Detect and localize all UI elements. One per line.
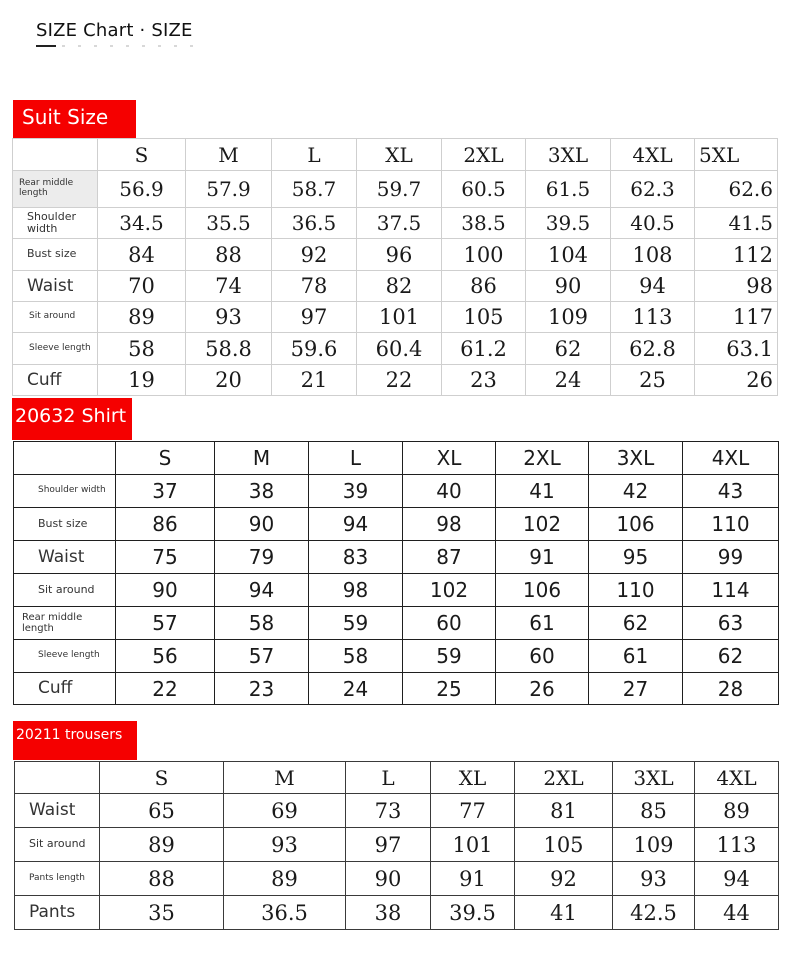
- value-cell: 58.7: [272, 171, 357, 208]
- value-cell: 56.9: [98, 171, 186, 208]
- value-cell: 101: [431, 828, 515, 862]
- value-cell: 38.5: [442, 208, 526, 239]
- row-label: Shoulder width: [13, 208, 98, 239]
- value-cell: 62: [683, 640, 779, 673]
- value-cell: 69: [224, 794, 346, 828]
- value-cell: 97: [346, 828, 431, 862]
- value-cell: 82: [357, 271, 442, 302]
- value-cell: 58: [215, 607, 309, 640]
- row-label: Waist: [15, 794, 100, 828]
- suit-header-row: [13, 139, 778, 171]
- size-header: 2XL: [515, 762, 613, 794]
- row-label: Sit around: [13, 302, 98, 333]
- value-cell: 102: [403, 574, 496, 607]
- size-header: M: [215, 442, 309, 475]
- value-cell: 61: [496, 607, 589, 640]
- corner-cell: [13, 139, 98, 171]
- table-row: [13, 208, 778, 239]
- value-cell: 19: [98, 365, 186, 396]
- value-cell: 62.6: [695, 171, 778, 208]
- value-cell: 44: [695, 896, 779, 930]
- suit-size-tag: Suit Size: [13, 100, 136, 138]
- value-cell: 43: [683, 475, 779, 508]
- value-cell: 25: [403, 673, 496, 705]
- value-cell: 81: [515, 794, 613, 828]
- value-cell: 70: [98, 271, 186, 302]
- value-cell: 79: [215, 541, 309, 574]
- value-cell: 117: [695, 302, 778, 333]
- row-label: Shoulder width: [14, 475, 116, 508]
- value-cell: 58: [309, 640, 403, 673]
- size-header: XL: [403, 442, 496, 475]
- value-cell: 89: [98, 302, 186, 333]
- size-header: M: [186, 139, 272, 171]
- row-label: Rear middle length: [13, 171, 98, 208]
- value-cell: 37.5: [357, 208, 442, 239]
- row-label: Sleeve length: [14, 640, 116, 673]
- value-cell: 38: [215, 475, 309, 508]
- value-cell: 34.5: [98, 208, 186, 239]
- row-label: Sit around: [14, 574, 116, 607]
- value-cell: 57: [215, 640, 309, 673]
- size-header: 4XL: [611, 139, 695, 171]
- table-row: [14, 475, 779, 508]
- value-cell: 41: [496, 475, 589, 508]
- size-header: XL: [431, 762, 515, 794]
- value-cell: 63.1: [695, 333, 778, 365]
- value-cell: 75: [116, 541, 215, 574]
- value-cell: 58.8: [186, 333, 272, 365]
- value-cell: 105: [515, 828, 613, 862]
- value-cell: 39.5: [526, 208, 611, 239]
- value-cell: 37: [116, 475, 215, 508]
- value-cell: 83: [309, 541, 403, 574]
- value-cell: 59: [403, 640, 496, 673]
- value-cell: 93: [613, 862, 695, 896]
- value-cell: 89: [100, 828, 224, 862]
- size-header: L: [309, 442, 403, 475]
- value-cell: 78: [272, 271, 357, 302]
- value-cell: 21: [272, 365, 357, 396]
- value-cell: 112: [695, 239, 778, 271]
- value-cell: 63: [683, 607, 779, 640]
- shirt-size-tag: 20632 Shirt: [12, 398, 132, 440]
- value-cell: 60.5: [442, 171, 526, 208]
- size-header: 4XL: [683, 442, 779, 475]
- value-cell: 98: [403, 508, 496, 541]
- value-cell: 28: [683, 673, 779, 705]
- size-header: 2XL: [442, 139, 526, 171]
- value-cell: 97: [272, 302, 357, 333]
- size-header: 4XL: [695, 762, 779, 794]
- value-cell: 40: [403, 475, 496, 508]
- value-cell: 94: [215, 574, 309, 607]
- row-label: Cuff: [13, 365, 98, 396]
- value-cell: 62.3: [611, 171, 695, 208]
- value-cell: 105: [442, 302, 526, 333]
- value-cell: 89: [224, 862, 346, 896]
- row-label: Waist: [14, 541, 116, 574]
- value-cell: 100: [442, 239, 526, 271]
- size-header: L: [272, 139, 357, 171]
- value-cell: 60: [403, 607, 496, 640]
- value-cell: 96: [357, 239, 442, 271]
- trousers-size-table: [14, 761, 779, 930]
- size-header: M: [224, 762, 346, 794]
- row-label: Bust size: [13, 239, 98, 271]
- value-cell: 59: [309, 607, 403, 640]
- value-cell: 106: [496, 574, 589, 607]
- value-cell: 26: [695, 365, 778, 396]
- size-header: L: [346, 762, 431, 794]
- value-cell: 65: [100, 794, 224, 828]
- value-cell: 86: [116, 508, 215, 541]
- value-cell: 36.5: [272, 208, 357, 239]
- value-cell: 101: [357, 302, 442, 333]
- value-cell: 89: [695, 794, 779, 828]
- value-cell: 93: [186, 302, 272, 333]
- value-cell: 20: [186, 365, 272, 396]
- page-title: SIZE Chart · SIZE: [36, 20, 193, 41]
- size-header: 3XL: [526, 139, 611, 171]
- shirt-size-table: [13, 441, 779, 705]
- value-cell: 61.2: [442, 333, 526, 365]
- value-cell: 36.5: [224, 896, 346, 930]
- value-cell: 94: [611, 271, 695, 302]
- value-cell: 90: [526, 271, 611, 302]
- size-header: 3XL: [613, 762, 695, 794]
- size-header: 5XL: [695, 139, 778, 171]
- value-cell: 35: [100, 896, 224, 930]
- value-cell: 40.5: [611, 208, 695, 239]
- value-cell: 110: [589, 574, 683, 607]
- trousers-header-row: [15, 762, 779, 794]
- value-cell: 42: [589, 475, 683, 508]
- row-label: Bust size: [14, 508, 116, 541]
- value-cell: 98: [695, 271, 778, 302]
- value-cell: 104: [526, 239, 611, 271]
- value-cell: 61: [589, 640, 683, 673]
- value-cell: 94: [695, 862, 779, 896]
- value-cell: 41.5: [695, 208, 778, 239]
- title-decoration: [62, 45, 202, 47]
- value-cell: 92: [272, 239, 357, 271]
- value-cell: 109: [613, 828, 695, 862]
- value-cell: 85: [613, 794, 695, 828]
- value-cell: 109: [526, 302, 611, 333]
- table-row: [15, 828, 779, 862]
- value-cell: 110: [683, 508, 779, 541]
- value-cell: 22: [116, 673, 215, 705]
- table-row: [13, 302, 778, 333]
- size-header: S: [100, 762, 224, 794]
- table-row: [14, 673, 779, 705]
- table-row: [13, 271, 778, 302]
- value-cell: 23: [442, 365, 526, 396]
- value-cell: 56: [116, 640, 215, 673]
- value-cell: 90: [346, 862, 431, 896]
- value-cell: 57: [116, 607, 215, 640]
- value-cell: 93: [224, 828, 346, 862]
- value-cell: 108: [611, 239, 695, 271]
- value-cell: 41: [515, 896, 613, 930]
- value-cell: 106: [589, 508, 683, 541]
- value-cell: 84: [98, 239, 186, 271]
- value-cell: 60: [496, 640, 589, 673]
- table-row: [15, 862, 779, 896]
- value-cell: 62: [589, 607, 683, 640]
- title-underline: [36, 45, 56, 47]
- value-cell: 59.6: [272, 333, 357, 365]
- value-cell: 91: [431, 862, 515, 896]
- value-cell: 90: [116, 574, 215, 607]
- table-row: [13, 365, 778, 396]
- table-row: [13, 333, 778, 365]
- value-cell: 35.5: [186, 208, 272, 239]
- suit-size-table: [12, 138, 778, 396]
- value-cell: 39.5: [431, 896, 515, 930]
- table-row: [14, 541, 779, 574]
- value-cell: 113: [611, 302, 695, 333]
- value-cell: 102: [496, 508, 589, 541]
- row-label: Pants length: [15, 862, 100, 896]
- size-header: XL: [357, 139, 442, 171]
- value-cell: 113: [695, 828, 779, 862]
- value-cell: 42.5: [613, 896, 695, 930]
- value-cell: 24: [309, 673, 403, 705]
- value-cell: 88: [186, 239, 272, 271]
- value-cell: 60.4: [357, 333, 442, 365]
- value-cell: 61.5: [526, 171, 611, 208]
- value-cell: 91: [496, 541, 589, 574]
- table-row: [13, 171, 778, 208]
- row-label: Sit around: [15, 828, 100, 862]
- trousers-size-tag: 20211 trousers: [13, 721, 137, 760]
- corner-cell: [15, 762, 100, 794]
- value-cell: 95: [589, 541, 683, 574]
- value-cell: 62: [526, 333, 611, 365]
- value-cell: 39: [309, 475, 403, 508]
- size-header: S: [116, 442, 215, 475]
- value-cell: 73: [346, 794, 431, 828]
- value-cell: 23: [215, 673, 309, 705]
- value-cell: 90: [215, 508, 309, 541]
- value-cell: 74: [186, 271, 272, 302]
- row-label: Rear middle length: [14, 607, 116, 640]
- value-cell: 57.9: [186, 171, 272, 208]
- value-cell: 87: [403, 541, 496, 574]
- value-cell: 94: [309, 508, 403, 541]
- table-row: [14, 640, 779, 673]
- value-cell: 27: [589, 673, 683, 705]
- row-label: Waist: [13, 271, 98, 302]
- value-cell: 59.7: [357, 171, 442, 208]
- value-cell: 86: [442, 271, 526, 302]
- value-cell: 88: [100, 862, 224, 896]
- value-cell: 92: [515, 862, 613, 896]
- size-header: 3XL: [589, 442, 683, 475]
- value-cell: 25: [611, 365, 695, 396]
- size-header: S: [98, 139, 186, 171]
- value-cell: 62.8: [611, 333, 695, 365]
- row-label: Cuff: [14, 673, 116, 705]
- value-cell: 58: [98, 333, 186, 365]
- value-cell: 38: [346, 896, 431, 930]
- value-cell: 26: [496, 673, 589, 705]
- value-cell: 98: [309, 574, 403, 607]
- value-cell: 77: [431, 794, 515, 828]
- row-label: Pants: [15, 896, 100, 930]
- value-cell: 22: [357, 365, 442, 396]
- table-row: [14, 607, 779, 640]
- table-row: [13, 239, 778, 271]
- table-row: [14, 574, 779, 607]
- table-row: [15, 794, 779, 828]
- row-label: Sleeve length: [13, 333, 98, 365]
- value-cell: 99: [683, 541, 779, 574]
- size-header: 2XL: [496, 442, 589, 475]
- shirt-header-row: [14, 442, 779, 475]
- value-cell: 24: [526, 365, 611, 396]
- table-row: [15, 896, 779, 930]
- corner-cell: [14, 442, 116, 475]
- table-row: [14, 508, 779, 541]
- value-cell: 114: [683, 574, 779, 607]
